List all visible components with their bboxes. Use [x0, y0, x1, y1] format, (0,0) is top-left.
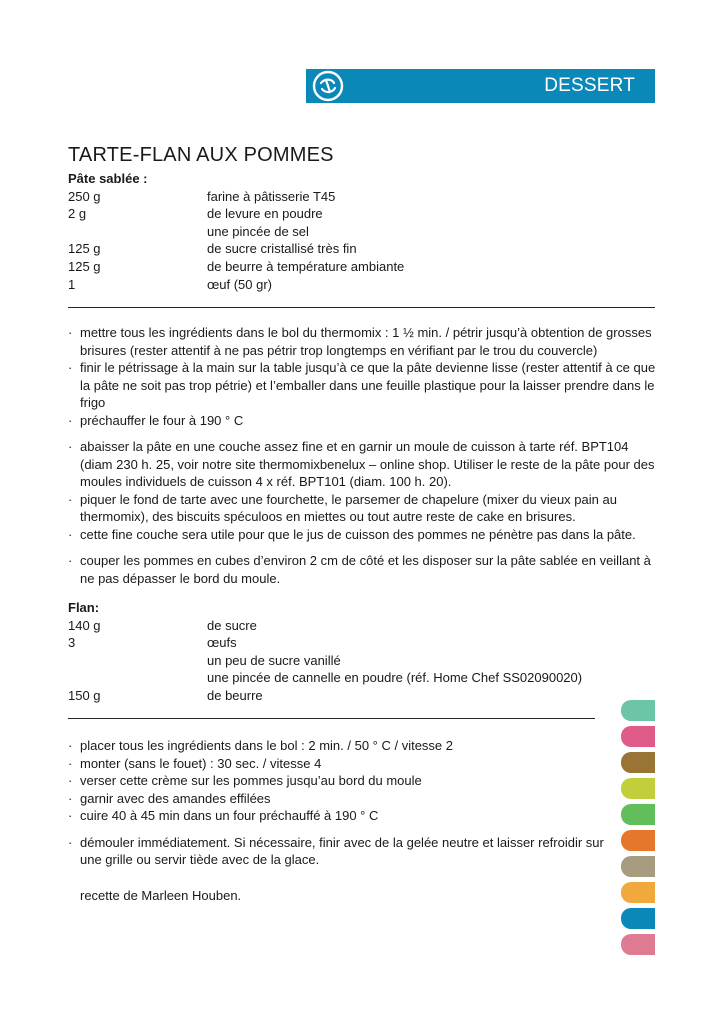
pate-ingredients — [68, 170, 404, 293]
ingredient-qty: 250 g — [68, 188, 101, 204]
divider — [68, 307, 655, 308]
step-item: · placer tous les ingrédients dans le bol : 2 min. / 50 ° C / vitesse 2 — [68, 737, 613, 755]
ingredient-item: une pincée de sel — [207, 223, 309, 239]
ingredient-row — [68, 652, 582, 670]
category-label: DESSERT — [544, 75, 635, 96]
ingredient-qty: 140 g — [68, 617, 101, 633]
color-tab[interactable] — [621, 934, 655, 955]
ingredient-item: un peu de sucre vanillé — [207, 652, 341, 668]
color-tab[interactable] — [621, 804, 655, 825]
ingredient-item: de sucre cristallisé très fin — [207, 241, 357, 257]
step-item: · verser cette crème sur les pommes jusqu’au bord du moule — [68, 772, 613, 790]
ingredient-qty: 1 — [68, 276, 76, 292]
step-item: · mettre tous les ingrédients dans le bol du thermomix : 1 ½ min. / pétrir jusqu’à obtention de grosses brisures (rester attentif à ne pas pétrir trop longtemps en vérifiant par le trou du couvercle) — [68, 324, 658, 359]
ingredient-item: œuf (50 gr) — [207, 276, 273, 292]
ingredient-item: de levure en poudre — [207, 206, 323, 222]
step-item: · préchauffer le four à 190 ° C — [68, 412, 658, 430]
color-tab[interactable] — [621, 778, 655, 799]
ingredient-item: farine à pâtisserie T45 — [207, 188, 336, 204]
color-tab[interactable] — [621, 882, 655, 903]
ingredient-row — [68, 687, 582, 705]
step-item: · couper les pommes en cubes d’environ 2 cm de côté et les disposer sur la pâte sablée en veillant à ne pas dépasser le bord du moule. — [68, 552, 658, 587]
ingredient-qty: 150 g — [68, 687, 101, 703]
ingredient-row — [68, 188, 404, 206]
color-tab[interactable] — [621, 700, 655, 721]
step-item: · finir le pétrissage à la main sur la table jusqu’à ce que la pâte devienne lisse (rester attentif à ce que la pâte ne soit pas trop pétrie) et l’emballer dans une feuille plastique pour la laisser prendre dans le frigo — [68, 359, 658, 412]
color-tab[interactable] — [621, 726, 655, 747]
color-tab[interactable] — [621, 830, 655, 851]
flan-ingredients — [68, 599, 582, 705]
flan-heading: Flan: — [68, 600, 100, 615]
ingredient-row — [68, 634, 582, 652]
step-item: · démouler immédiatement. Si nécessaire, finir avec de la gelée neutre et laisser refroidir sur une grille ou servir tiède avec de la glace. — [68, 834, 613, 869]
step-item: · abaisser la pâte en une couche assez fine et en garnir un moule de cuisson à tarte réf. BPT104 (diam 230 h. 25, voir notre site thermomixbenelux – online shop. Utiliser le reste de la pâte pour des moules individuels de cuisson 4 x réf. BPT101 (diam. 100 h. 20). — [68, 438, 658, 491]
step-item: · cuire 40 à 45 min dans un four préchauffé à 190 ° C — [68, 807, 613, 825]
flan-steps — [68, 737, 613, 869]
step-item: · garnir avec des amandes effilées — [68, 790, 613, 808]
ingredient-row — [68, 223, 404, 241]
ingredient-item: de beurre à température ambiante — [207, 258, 405, 274]
ingredient-row — [68, 669, 582, 687]
ingredient-row — [68, 276, 404, 294]
color-tab[interactable] — [621, 856, 655, 877]
ingredient-item: œufs — [207, 635, 237, 651]
step-item: · monter (sans le fouet) : 30 sec. / vitesse 4 — [68, 755, 613, 773]
section-tabs — [621, 700, 655, 960]
ingredient-qty — [68, 652, 207, 670]
ingredient-qty — [68, 223, 207, 241]
step-item: · piquer le fond de tarte avec une fourchette, le parsemer de chapelure (mixer du vieux pain au thermomix), des biscuits spéculoos en miettes ou tout autre reste de cake en brisures. — [68, 491, 658, 526]
ingredient-qty: 125 g — [68, 258, 101, 274]
ingredient-qty — [68, 669, 207, 687]
category-banner — [306, 69, 655, 103]
ingredient-item: de sucre — [207, 617, 257, 633]
ingredient-qty: 125 g — [68, 241, 101, 257]
ingredient-row — [68, 258, 404, 276]
color-tab[interactable] — [621, 752, 655, 773]
pate-heading: Pâte sablée : — [68, 171, 148, 186]
ingredient-row — [68, 617, 582, 635]
recipe-title: TARTE-FLAN AUX POMMES — [68, 144, 334, 166]
ingredient-item: une pincée de cannelle en poudre (réf. Home Chef SS02090020) — [207, 670, 583, 686]
ingredient-qty: 2 g — [68, 206, 87, 222]
color-tab[interactable] — [621, 908, 655, 929]
divider — [68, 718, 595, 719]
ingredient-row — [68, 240, 404, 258]
recipe-credit: recette de Marleen Houben. — [80, 888, 242, 903]
step-item: · cette fine couche sera utile pour que le jus de cuisson des pommes ne pénètre pas dans la pâte. — [68, 526, 658, 544]
ingredient-qty: 3 — [68, 635, 76, 651]
thermomix-logo-icon — [312, 70, 344, 102]
ingredient-item: de beurre — [207, 687, 263, 703]
ingredient-row — [68, 205, 404, 223]
pate-steps — [68, 324, 658, 587]
